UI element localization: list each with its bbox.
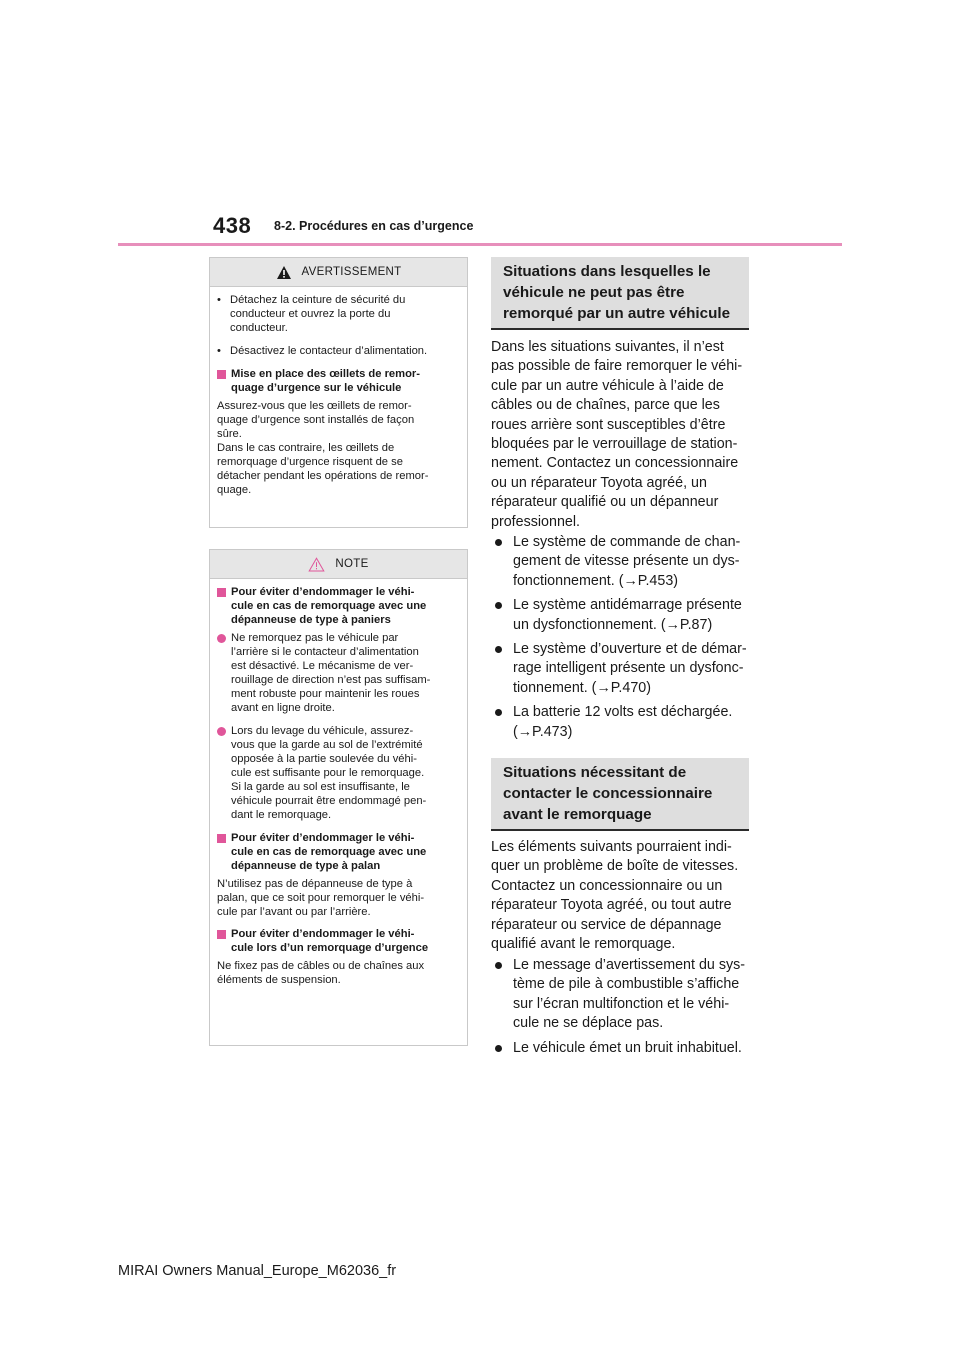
warning-box: [209, 257, 468, 528]
list-item: Lors du levage du véhicule, assurez- vous que la garde au sol de l’extrémité opposée à la partie soulevée du véhi- cule est suffisante pour le remorquage. Si la garde au sol est insuffisante, le véhicule pourrait être endommagé pen- dant le remorquage.: [217, 724, 459, 822]
bullet-text: Détachez la ceinture de sécurité du conducteur et ouvrez la porte du conducteur.: [230, 294, 406, 334]
square-bullet-icon: [217, 588, 226, 597]
section-title: 8-2. Procédures en cas d’urgence: [274, 219, 474, 233]
note-title: NOTE: [335, 558, 369, 570]
dot-bullet-icon: [495, 1045, 502, 1052]
page-number: 438: [213, 213, 252, 238]
note-box-header: [210, 550, 467, 579]
paragraph: Les éléments suivants pourraient indi- quer un problème de boîte de vitesses. Contactez un concessionnaire ou un réparateur Toyota agréé, ou tout autre réparateur ou service de dépannage qualifié avant le remorquage.: [491, 839, 739, 953]
warning-title: AVERTISSEMENT: [301, 266, 402, 278]
dot-bullet-icon: [217, 727, 226, 736]
list-item: Le message d’avertissement du sys- tème de pile à combustible s’affiche sur l’écran multifonction et le véhi- cule ne se déplace pas.: [491, 956, 751, 1034]
list-item: • Désactivez le contacteur d’alimentation.: [217, 345, 428, 357]
list-item: Le système de commande de chan- gement de vitesse présente un dys- fonctionnement. (→P.453): [491, 533, 751, 591]
list-item: Le système antidémarrage présente un dysfonctionnement. (→P.87): [491, 596, 751, 635]
bullet-list: [491, 533, 751, 747]
square-bullet-icon: [217, 370, 226, 379]
subheading: Mise en place des œillets de remor- quage d’urgence sur le véhicule: [217, 367, 459, 395]
bullet-list: [491, 956, 751, 1063]
section-heading: Situations nécessitant de contacter le concessionnaire avant le remorquage: [491, 758, 749, 831]
caution-outline-triangle-icon: [308, 557, 325, 572]
list-item: La batterie 12 volts est déchargée. (→P.473): [491, 703, 751, 742]
list-item: Le véhicule émet un bruit inhabituel.: [491, 1039, 751, 1058]
subheading: Pour éviter d’endommager le véhi- cule en cas de remorquage avec une dépanneuse de type à paniers: [217, 585, 459, 627]
paragraph: Assurez-vous que les œillets de remor- quage d’urgence sont installés de façon sûre. Dans le cas contraire, les œillets de remorquage d’urgence risquent de se détacher pendant les opérations de remor- quage.: [217, 400, 429, 496]
section-heading: Situations dans lesquelles le véhicule ne peut pas être remorqué par un autre véhicule: [491, 257, 749, 330]
paragraph: Dans les situations suivantes, il n’est pas possible de faire remorquer le véhi- cule par un autre véhicule à l’aide de câbles ou de chaînes, parce que les roues arrière sont susceptibles d’être bloquées par le verrouillage de station- nement. Contactez un concessionnaire ou un réparateur Toyota agréé, un réparateur qualifié ou un dépanneur professionnel.: [491, 339, 743, 530]
subheading: Pour éviter d’endommager le véhi- cule lors d’un remorquage d’urgence: [217, 927, 459, 955]
dot-bullet-icon: [495, 539, 502, 546]
dot-bullet-icon: [495, 709, 502, 716]
bullet-text: Désactivez le contacteur d’alimentation.: [230, 345, 428, 357]
warning-triangle-icon: [276, 265, 292, 280]
list-item: Le système d’ouverture et de démar- rage intelligent présente un dysfonc- tionnement. (→P.470): [491, 640, 751, 698]
square-bullet-icon: [217, 834, 226, 843]
header-divider: [118, 243, 842, 246]
paragraph: N’utilisez pas de dépanneuse de type à palan, que ce soit pour remorquer le véhi- cule par l’avant ou par l’arrière.: [217, 878, 425, 918]
footer-text: MIRAI Owners Manual_Europe_M62036_fr: [118, 1263, 397, 1279]
subheading: Pour éviter d’endommager le véhi- cule en cas de remorquage avec une dépanneuse de type à palan: [217, 831, 459, 873]
dot-bullet-icon: [217, 634, 226, 643]
dot-bullet-icon: [495, 602, 502, 609]
list-item: • Détachez la ceinture de sécurité du conducteur et ouvrez la porte du conducteur.: [217, 294, 406, 334]
list-item: Ne remorquez pas le véhicule par l’arrière si le contacteur d’alimentation est désactivé. Le mécanisme de ver- rouillage de direction n’est pas suffisam- ment robuste pour maintenir les roues avant en ligne droite.: [217, 631, 459, 715]
paragraph: Ne fixez pas de câbles ou de chaînes aux éléments de suspension.: [217, 960, 425, 986]
note-box: [209, 549, 468, 1046]
warning-box-header: [210, 258, 467, 287]
square-bullet-icon: [217, 930, 226, 939]
dot-bullet-icon: [495, 646, 502, 653]
dot-bullet-icon: [495, 962, 502, 969]
